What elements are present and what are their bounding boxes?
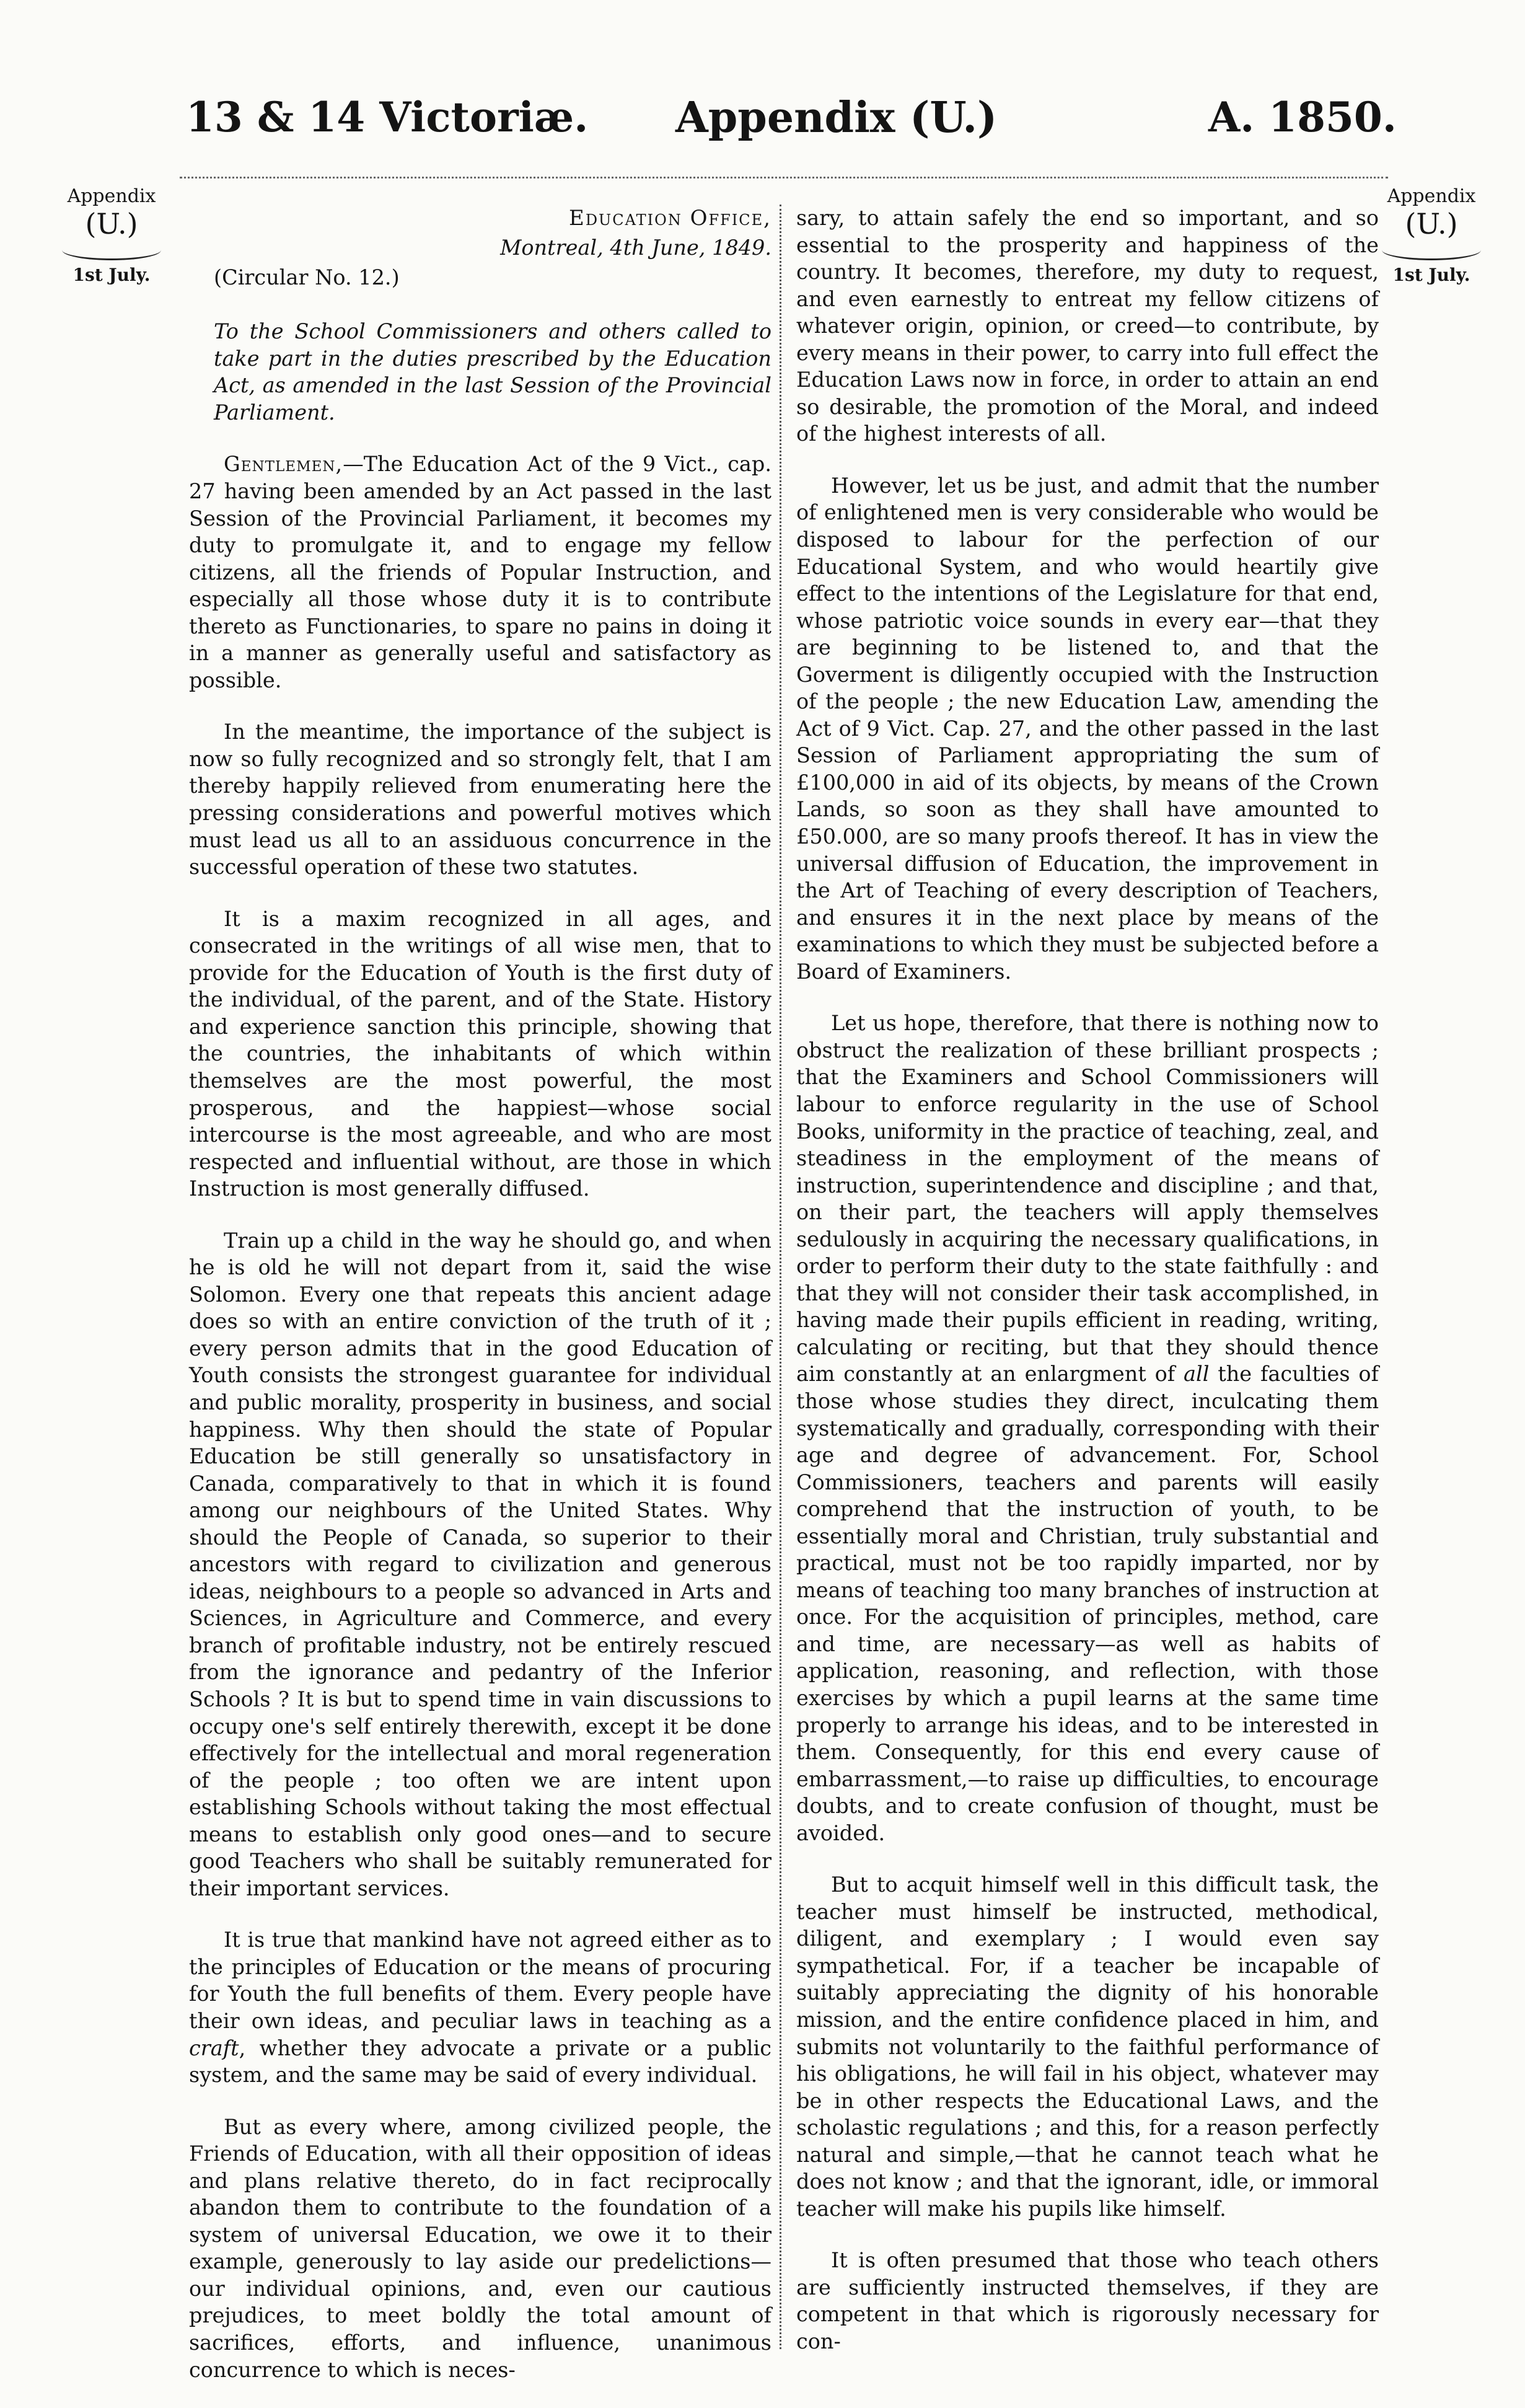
running-head-right: A. 1850. [1208,93,1397,141]
paragraph: Train up a child in the way he should go, and when he is old he will not depart from it, said the wise Solomon. Every one that repeats this ancient adage does so with an entire conviction of the truth of it ; every person admits that in the good Education of Youth consists the strongest guarantee for individual and public morality, prosperity in business, and social happiness. Why then should the state of Popular Education be still generally so unsatisfactory in Canada, comparatively to that in which it is found among our neighbours of the United States. Why should the People of Canada, so superior to their ancestors with regard to civilization and generous ideas, neighbours to a people so advanced in Arts and Sciences, in Agriculture and Commerce, and every branch of profitable industry, not be entirely rescued from the ignorance and pedantry of the Inferior Schools ? It is but to spend time in vain discussions to occupy one's self entirely therewith, except it be done effectively for the intellectual and moral regeneration of the people ; too often we are intent upon establishing Schools without taking the most effectual means to establish only good ones—and to secure good Teachers who shall be suitably remunerated for their important services. [189,1228,771,1900]
right-column [796,205,1379,2380]
margin-date: 1st July. [73,265,151,286]
paragraph-text: It is true that mankind have not agreed either as to the principles of Education or the means of procuring for Youth the full benefits of them. Every people have their own ideas, and peculiar laws in teaching as a [189,1928,771,2033]
place-date: Montreal, 4th June, 1849. [500,236,771,260]
paragraph-text: , whether they advocate a private or a public system, and the same may be said of every individual. [189,2035,771,2088]
paragraph [796,1010,1379,1846]
margin-letter: (U.) [85,206,138,240]
paragraph: In the meantime, the importance of the subject is now so fully recognized and so strongly felt, that I am thereby happily relieved from enumerating here the pressing considerations and powerful motives which must lead us all to an assiduous concurrence in the successful operation of these two statutes. [189,720,771,880]
running-head-title: Appendix (U.) [675,93,998,143]
office-heading: Education Office, [569,206,771,231]
column-divider [780,205,781,2349]
margin-label: Appendix [1387,185,1476,207]
paragraph [189,451,771,694]
margin-date: 1st July. [1392,265,1470,286]
paragraph [189,1926,771,2088]
margin-brace [1382,240,1481,260]
paragraph: But to acquit himself well in this difficult task, the teacher must himself be instructed, methodical, diligent, and exemplary ; I would even say sympathetical. For, if a teacher be incapable of suitably appreciating the dignity of his honorable mission, and the entire confidence placed in him, and submits not voluntarily to the faithful performance of his obligations, he will fail in his object, whatever may be in other respects the Educational Laws, and the scholastic regulations ; and this, for a reason perfectly natural and simple,—that he cannot teach what he does not know ; and that the ignorant, idle, or immoral teacher will make his pupils like himself. [796,1872,1379,2221]
header-rule [180,177,1388,181]
paragraph: But as every where, among civilized people, the Friends of Education, with all their opposition of ideas and plans relative thereto, do in fact reciprocally abandon them to contribute to the foundation of a system of universal Education, we owe it to their example, generously to lay aside our predelictions—our individual opinions, and, even our cautious prejudices, to meet boldly the total amount of sacrifices, efforts, and influence, unanimous concurrence to which is neces- [189,2114,771,2382]
margin-letter: (U.) [1405,206,1458,240]
paragraph: However, let us be just, and admit that the number of enlightened men is very considerable who would be disposed to labour for the perfection of our Educational System, and who would heartily give effect to the intentions of the Legislature for that end, whose patriotic voice sounds in every ear—that they are beginning to be listened to, and that the Goverment is diligently occupied with the Instruction of the people ; the new Education Law, amending the Act of 9 Vict. Cap. 27, and the other passed in the last Session of Parliament appropriating the sum of £100,000 in aid of its objects, by means of the Crown Lands, so soon as they shall have amounted to £50.000, are so many proofs thereof. It has in view the universal diffusion of Education, the improvement in the Art of Teaching of every description of Teachers, and ensures it in the next place by means of the examinations to which they must be subjected before a Board of Examiners. [796,473,1379,984]
paragraph: It is often presumed that those who teach others are sufficiently instructed themselves, if they are competent in that which is rigorously necessary for con- [796,2248,1379,2354]
emphasis: craft [189,2035,239,2060]
emphasis: all [1184,1362,1210,1387]
margin-brace [62,240,161,260]
margin-note-left [50,186,174,286]
paragraph: It is a maxim recognized in all ages, and consecrated in the writings of all wise men, that to provide for the Education of Youth is the first duty of the individual, of the parent, and of the State. History and experience sanction this principle, showing that the countries, the inhabitants of which within themselves are the most powerful, the most prosperous, and the happiest—whose social intercourse is the most agreeable, and who are most respected and influential without, are those in which Instruction is most generally diffused. [189,906,771,1201]
margin-label: Appendix [67,185,156,207]
paragraph-text: —The Education Act of the 9 Vict., cap. 27 having been amended by an Act passed in the last Session of the Provincial Parliament, it becomes my duty to promulgate it, and to engage my fellow citizens, all the friends of Popular Instruction, and especially all those whose duty it is to contribute thereto as Functionaries, to spare no pains in doing it in a manner as generally useful and satisfactory as possible. [189,452,771,692]
circular-number: (Circular No. 12.) [214,265,400,289]
paragraph-text: the faculties of those whose studies they direct, inculcating them systematically and gradually, corresponding with their age and degree of advancement. For, School Commissioners, teachers and parents will easily comprehend that the instruction of youth, to be essentially moral and Christian, truly substantial and practical, must not be too rapidly imparted, nor by means of teaching too many branches of instruction at once. For the acquisition of principles, method, care and time, are necessary—as well as habits of application, reasoning, and reflection, with those exercises by which a pupil learns at the same time properly to arrange his ideas, and to be interested in them. Consequently, for this end every cause of embarrassment,—to raise up difficulties, to encourage doubts, and to create confusion of thought, must be avoided. [796,1362,1379,1845]
left-column [189,205,771,2408]
margin-note-right [1369,186,1493,286]
salutation: Gentlemen, [224,452,343,477]
address-line: To the School Commissioners and others called to take part in the duties prescribed by the Education Act, as amended in the last Session of the Provincial Parliament. [214,319,771,425]
paragraph-text: Let us hope, therefore, that there is nothing now to obstruct the realization of these brilliant prospects ; that the Examiners and School Commissioners will labour to enforce regularity in the use of School Books, uniformity in the practice of teaching, zeal, and steadiness in the employment of the means of instruction, superintendence and discipline ; and that, on their part, the teachers will apply themselves sedulously in acquiring the necessary qualifications, in order to perform their duty to the state faithfully : and that they will not consider their task accomplished, in having made their pupils efficient in reading, writing, calculating or reciting, but that they should thence aim constantly at an enlargment of [796,1011,1379,1387]
running-head-left: 13 & 14 Victoriæ. [186,93,589,141]
paragraph: sary, to attain safely the end so important, and so essential to the prosperity and happiness of the country. It becomes, therefore, my duty to request, and even earnestly to entreat my fellow citizens of whatever origin, opinion, or creed—to contribute, by every means in their power, to carry into full effect the Education Laws now in force, in order to attain an end so desirable, the promotion of the Moral, and indeed of the highest interests of all. [796,206,1379,446]
